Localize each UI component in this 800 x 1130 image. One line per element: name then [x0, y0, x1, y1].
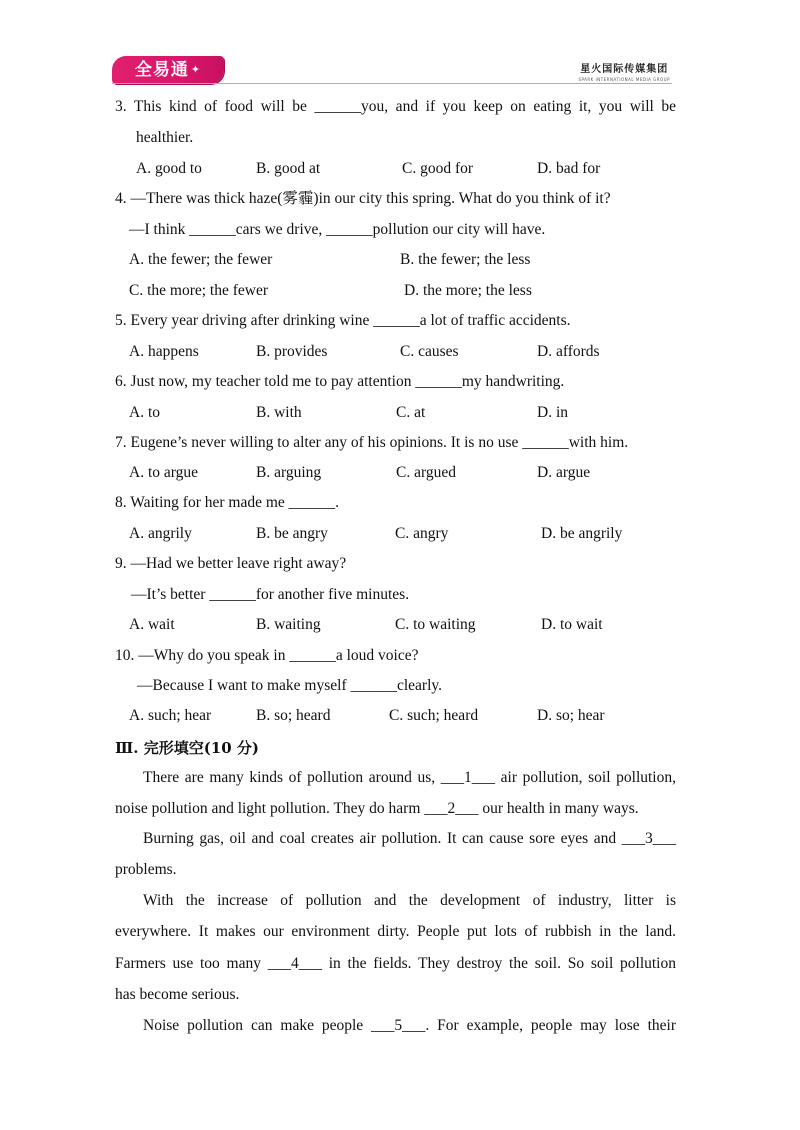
question-10-line-1: 10. —Why do you speak in ______a loud voice? [115, 647, 419, 664]
passage-p1-line-1: There are many kinds of pollution around us, ___1___ air pollution, soil pollution, [143, 769, 676, 786]
question-4-line-1: 4. —There was thick haze(雾霾)in our city this spring. What do you think of it? [115, 190, 611, 207]
question-3-option-a: A. good to [136, 160, 202, 177]
question-6-option-b: B. with [256, 404, 302, 421]
passage-p3-line-1: With the increase of pollution and the development of industry, litter is [143, 892, 676, 909]
question-3-option-b: B. good at [256, 160, 321, 177]
question-10-option-a: A. such; hear [129, 707, 212, 724]
question-4-option-b: B. the fewer; the less [400, 251, 531, 268]
question-5-option-b: B. provides [256, 343, 328, 360]
question-9-line-1: 9. —Had we better leave right away? [115, 555, 347, 572]
question-8-option-b: B. be angry [256, 525, 328, 542]
question-4-option-d: D. the more; the less [404, 282, 532, 299]
question-9-option-b: B. waiting [256, 616, 321, 633]
question-5-option-d: D. affords [537, 343, 600, 360]
question-6-option-c: C. at [396, 404, 426, 421]
question-7-line-1: 7. Eugene’s never willing to alter any of his opinions. It is no use ______with him. [115, 434, 629, 451]
question-4-option-a: A. the fewer; the fewer [129, 251, 273, 268]
question-10-option-d: D. so; hear [537, 707, 605, 724]
question-9-option-d: D. to wait [541, 616, 603, 633]
question-6-option-a: A. to [129, 404, 160, 421]
question-10-option-b: B. so; heard [256, 707, 331, 724]
passage-p2-line-2: problems. [115, 861, 177, 878]
publisher-logo [578, 60, 670, 82]
question-3-line-2: healthier. [136, 129, 194, 146]
question-5-option-a: A. happens [129, 343, 199, 360]
page-header [0, 0, 800, 90]
question-3-option-c: C. good for [402, 160, 474, 177]
question-3-line-1: 3. This kind of food will be ______you, and if you keep on eating it, you will be [115, 98, 676, 115]
passage-p3-line-3: Farmers use too many ___4___ in the fields. They destroy the soil. So soil pollution [115, 955, 676, 972]
question-10-line-2: —Because I want to make myself ______clearly. [137, 677, 443, 694]
question-8-option-c: C. angry [395, 525, 449, 542]
question-7-option-c: C. argued [396, 464, 456, 481]
brand-logo-text: 全易通 [134, 60, 189, 80]
publisher-name-en: SPARK INTERNATIONAL MEDIA GROUP [578, 77, 670, 82]
section-title: Ⅲ. 完形填空(10 分) [115, 739, 260, 757]
question-9-option-c: C. to waiting [395, 616, 476, 633]
sparkle-icon: ✦ [190, 63, 202, 76]
passage-p4-line-1: Noise pollution can make people ___5___. For example, people may lose their [143, 1017, 676, 1034]
question-7-option-a: A. to argue [129, 464, 199, 481]
question-3-option-d: D. bad for [537, 160, 601, 177]
passage-p1-line-2: noise pollution and light pollution. They do harm ___2___ our health in many ways. [115, 800, 639, 817]
question-8-option-a: A. angrily [129, 525, 192, 542]
brand-logo [112, 56, 224, 84]
question-6-option-d: D. in [537, 404, 568, 421]
passage-p3-line-2: everywhere. It makes our environment dirty. People put lots of rubbish in the land. [115, 923, 676, 940]
question-8-option-d: D. be angrily [541, 525, 623, 542]
question-9-line-2: —It’s better ______for another five minutes. [131, 586, 410, 603]
question-9-option-a: A. wait [129, 616, 175, 633]
question-10-option-c: C. such; heard [389, 707, 479, 724]
header-rule [112, 83, 672, 84]
question-5-line-1: 5. Every year driving after drinking wine ______a lot of traffic accidents. [115, 312, 571, 329]
question-4-option-c: C. the more; the fewer [129, 282, 269, 299]
publisher-name: 星火国际传媒集团 [580, 64, 669, 75]
passage-p3-line-4: has become serious. [115, 986, 240, 1003]
question-5-option-c: C. causes [400, 343, 459, 360]
question-4-line-2: —I think ______cars we drive, ______pollution our city will have. [129, 221, 546, 238]
question-8-line-1: 8. Waiting for her made me ______. [115, 494, 340, 511]
question-6-line-1: 6. Just now, my teacher told me to pay attention ______my handwriting. [115, 373, 565, 390]
passage-p2-line-1: Burning gas, oil and coal creates air pollution. It can cause sore eyes and ___3___ [143, 830, 676, 847]
question-7-option-d: D. argue [537, 464, 591, 481]
question-7-option-b: B. arguing [256, 464, 322, 481]
